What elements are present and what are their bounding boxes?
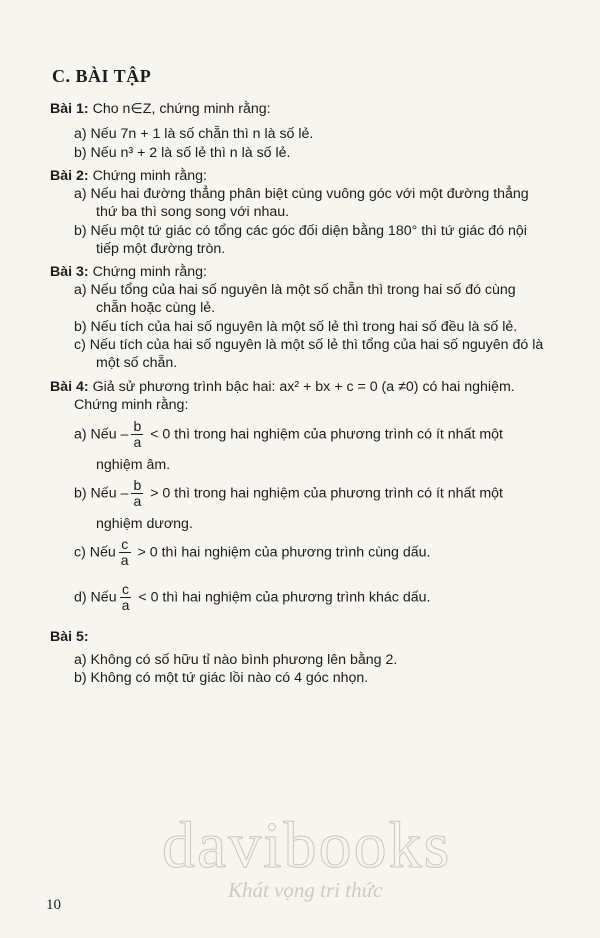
bai3-item-a-line1: a) Nếu tổng của hai số nguyên là một số chẵn thì trong hai số đó cùng: [74, 282, 516, 298]
bai3-intro-line: [50, 263, 207, 281]
bai1-intro-line: [50, 100, 271, 118]
bai5-item-b: b) Không có một tứ giác lồi nào có 4 góc nhọn.: [74, 670, 369, 686]
bai4-heading: Bài 4:: [50, 379, 89, 395]
bai3-item-c-line1: c) Nếu tích của hai số nguyên là một số lẻ thì tổng của hai số nguyên đó là: [74, 337, 544, 353]
fraction-b-over-a: $\frac{b}{a}$: [133, 477, 142, 509]
bai2-item-b-line1: b) Nếu một tứ giác có tổng các góc đối diện bằng 180° thì tứ giác đó nội: [74, 223, 527, 239]
bai2-heading: Bài 2:: [50, 168, 89, 184]
bai4-intro-line: [50, 378, 515, 396]
bai2-intro: Chứng minh rằng:: [92, 168, 207, 184]
bai3-item-c-line2: một số chẵn.: [96, 355, 178, 371]
bai5-item-a: a) Không có số hữu tỉ nào bình phương lên bằng 2.: [74, 652, 398, 668]
bai4-item-c: [74, 537, 430, 568]
bai2-item-b-line2: tiếp một đường tròn.: [96, 241, 226, 257]
bai2-item-a-line2: thứ ba thì song song với nhau.: [96, 204, 290, 220]
bai1-intro: Cho n∈Z, chứng minh rằng:: [92, 101, 271, 117]
fraction-b-over-a: $\frac{b}{a}$: [133, 418, 142, 450]
bai4-item-d: [74, 582, 430, 613]
fraction-c-over-a: $\frac{c}{a}$: [121, 581, 130, 613]
bai3-heading: Bài 3:: [50, 264, 89, 280]
bai3-item-b: b) Nếu tích của hai số nguyên là một số lẻ thì trong hai số đều là số lẻ.: [74, 319, 518, 335]
bai1-heading: Bài 1:: [50, 101, 89, 117]
bai4-intro-line2: Chứng minh rằng:: [74, 397, 189, 413]
bai4-item-c-prefix: c) Nếu: [74, 544, 116, 561]
watermark-tagline: Khát vọng tri thức: [228, 878, 383, 902]
bai4-item-b: b) Nếu – $\frac{b}{a}$ > 0 thì trong hai nghiệm của phương trình có ít nhất một: [74, 477, 503, 509]
bai4-item-d-prefix: d) Nếu: [74, 589, 117, 606]
bai4-item-b-cont: nghiệm dương.: [96, 516, 193, 532]
bai5-heading: Bài 5:: [50, 629, 89, 645]
bai1-item-a: a) Nếu 7n + 1 là số chẵn thì n là số lẻ.: [74, 126, 314, 142]
bai2-intro-line: [50, 167, 207, 185]
page-number: 10: [46, 897, 61, 913]
bai4-item-b-prefix: b) Nếu: [74, 485, 117, 502]
bai4-item-b-suffix: > 0 thì trong hai nghiệm của phương trình có ít nhất một: [150, 485, 503, 502]
section-title: C. BÀI TẬP: [52, 66, 152, 86]
bai4-item-a-prefix: a) Nếu: [74, 426, 117, 443]
fraction-c-over-a: $\frac{c}{a}$: [120, 536, 129, 568]
bai3-item-a-line2: chẵn hoặc cùng lẻ.: [96, 300, 216, 316]
bai4-intro: Giả sử phương trình bậc hai: ax² + bx + c = 0 (a ≠0) có hai nghiệm.: [92, 379, 515, 395]
bai4-item-d-suffix: < 0 thì hai nghiệm của phương trình khác dấu.: [138, 589, 431, 606]
bai4-item-c-suffix: > 0 thì hai nghiệm của phương trình cùng dấu.: [137, 544, 431, 561]
bai4-item-a: a) Nếu – $\frac{b}{a}$ < 0 thì trong hai nghiệm của phương trình có ít nhất một: [74, 418, 503, 450]
bai4-item-a-cont: nghiệm âm.: [96, 457, 171, 473]
bai3-intro: Chứng minh rằng:: [92, 264, 207, 280]
watermark-logo: davibooks: [162, 809, 452, 882]
bai4-item-a-suffix: < 0 thì trong hai nghiệm của phương trình có ít nhất một: [150, 426, 503, 443]
bai1-item-b: b) Nếu n³ + 2 là số lẻ thì n là số lẻ.: [74, 145, 291, 161]
bai2-item-a-line1: a) Nếu hai đường thẳng phân biệt cùng vuông góc với một đường thẳng: [74, 186, 529, 202]
